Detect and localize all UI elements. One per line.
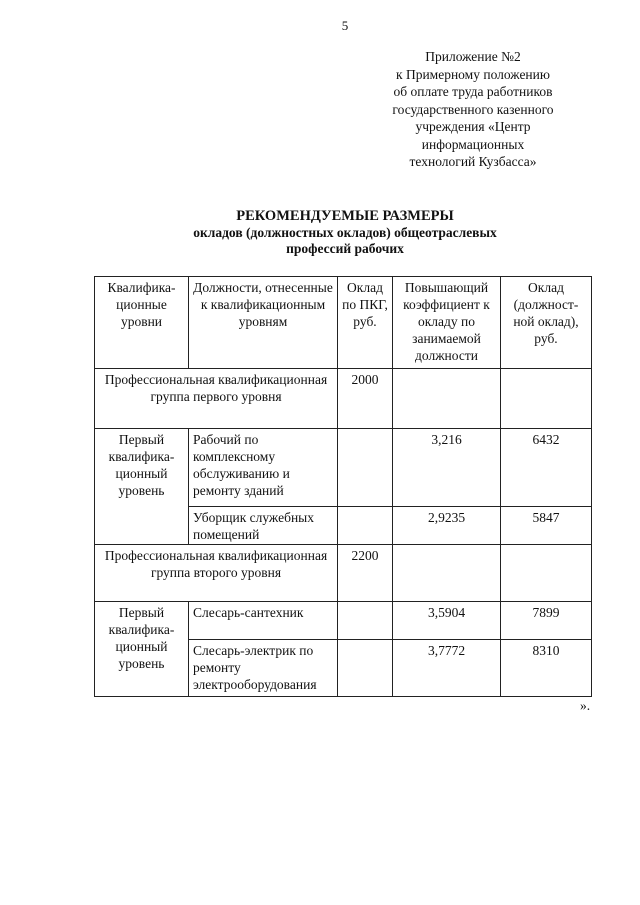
empty-cell [338,602,393,640]
group-pkg-salary: 2000 [338,369,393,429]
appendix-line: об оплате труда работников [393,84,553,99]
title-line: РЕКОМЕНДУЕМЫЕ РАЗМЕРЫ [236,208,454,224]
page-number: 5 [341,18,349,33]
empty-cell [393,545,501,602]
qualification-level: Первый квалифика-ционный уровень [95,429,189,545]
coefficient-cell: 3,7772 [393,640,501,697]
appendix-line: к Примерному положению [396,66,550,82]
position-cell: Слесарь-сантехник [189,602,338,640]
header-coefficient: Повышающий коэффициент к окладу по занимаемой должности [393,277,501,369]
appendix-line: информационных [421,136,525,152]
table-row [95,602,592,640]
document-title [95,207,595,257]
appendix-line: учреждения «Центр [415,119,531,134]
empty-cell [338,429,393,507]
table-row [95,429,592,507]
coefficient-cell: 2,9235 [393,507,501,545]
qualification-level: Первый квалифика-ционный уровень [95,602,189,697]
title-line: профессий рабочих [286,241,404,256]
appendix-line: технологий Кузбасса» [409,154,537,169]
group-name: Профессиональная квалификационная группа первого уровня [95,369,338,429]
header-pkg-salary: Оклад по ПКГ, руб. [338,277,393,369]
empty-cell [501,369,592,429]
salary-cell: 7899 [501,602,592,640]
table-header-row [95,277,592,369]
group-row [95,369,592,429]
appendix-header [368,48,578,171]
salary-cell: 5847 [501,507,592,545]
title-line: окладов (должностных окладов) общеотраслевых [193,225,497,240]
position-cell: Рабочий по комплексному обслуживанию и ремонту зданий [189,429,338,507]
salary-cell: 6432 [501,429,592,507]
group-name: Профессиональная квалификационная группа второго уровня [95,545,338,602]
group-pkg-salary: 2200 [338,545,393,602]
closing-quote: ». [580,698,591,713]
empty-cell [393,369,501,429]
header-salary: Оклад (должност-ной оклад), руб. [501,277,592,369]
salary-table [94,276,592,697]
coefficient-cell: 3,5904 [393,602,501,640]
coefficient-cell: 3,216 [393,429,501,507]
salary-cell: 8310 [501,640,592,697]
empty-cell [338,640,393,697]
header-level: Квалифика-ционные уровни [95,277,189,369]
position-cell: Слесарь-электрик по ремонту электрооборудования [189,640,338,697]
position-cell: Уборщик служебных помещений [189,507,338,545]
empty-cell [501,545,592,602]
group-row [95,545,592,602]
appendix-line: государственного казенного [392,101,554,117]
appendix-line: Приложение №2 [425,49,521,64]
header-position: Должности, отнесенные к квалификационным уровням [189,277,338,369]
empty-cell [338,507,393,545]
